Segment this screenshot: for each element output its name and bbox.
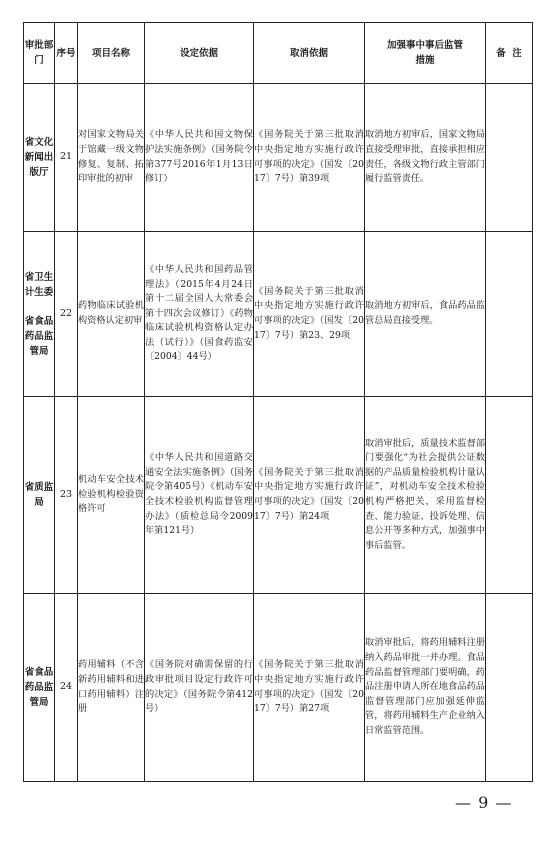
- row-seq: 23: [55, 397, 78, 594]
- table-row: [24, 397, 533, 594]
- row-measures: 取消地方初审后，食品药品监管总局直接受理。: [365, 232, 486, 397]
- row-dept: 省质监局: [24, 397, 55, 594]
- dept-separator: [24, 300, 54, 314]
- table-row: [24, 84, 533, 232]
- row-dept: [24, 232, 55, 397]
- row-cancel: 《国务院关于第三批取消中央指定地方实施行政许可事项的决定》（国发〔2017〕7号）第24项: [254, 397, 365, 594]
- header-seq: 序号: [55, 23, 78, 84]
- row-measures: 取消审批后，将药用辅料注册纳入药品审批一并办理。食品药品监督管理部门要明确，药品注册申请人所在地食品药品监督管理部门应加强延伸监管，将药用辅料生产企业纳入日常监管范围。: [365, 594, 486, 782]
- header-name: 项目名称: [78, 23, 145, 84]
- row-dept-primary: 省卫生计生委: [24, 271, 54, 298]
- row-basis: 《中华人民共和国道路交通安全法实施条例》（国务院令第405号）《机动车安全技术检验机构监督管理办法》（质检总局令2009年第121号）: [145, 397, 254, 594]
- row-seq: 22: [55, 232, 78, 397]
- row-cancel: 《国务院关于第三批取消中央指定地方实施行政许可事项的决定》（国发〔2017〕7号）第27项: [254, 594, 365, 782]
- row-measures: 取消地方初审后，国家文物局直接受理审批，直接承担相应责任，各级文物行政主管部门履行监管责任。: [365, 84, 486, 232]
- row-name: 对国家文物局关于馆藏一级文物修复、复制、拓印审批的初审: [78, 84, 145, 232]
- row-remarks: [486, 84, 533, 232]
- header-row: [24, 23, 533, 84]
- header-basis: 设定依据: [145, 23, 254, 84]
- header-remarks: 备 注: [486, 23, 533, 84]
- row-name: 药用辅料（不含新药用辅料和进口药用辅料）注册: [78, 594, 145, 782]
- row-name: 药物临床试验机构资格认定初审: [78, 232, 145, 397]
- row-seq: 24: [55, 594, 78, 782]
- header-measures: 加强事中事后监管措施: [365, 23, 486, 84]
- row-basis: 《国务院对确需保留的行政审批项目设定行政许可的决定》（国务院令第412号）: [145, 594, 254, 782]
- row-dept: 省食品药品监管局: [24, 594, 55, 782]
- row-seq: 21: [55, 84, 78, 232]
- table-row: [24, 594, 533, 782]
- row-dept-secondary: 省食品药品监管局: [24, 315, 54, 357]
- row-dept: 省文化新闻出版厅: [24, 84, 55, 232]
- row-cancel: 《国务院关于第三批取消中央指定地方实施行政许可事项的决定》（国发〔2017〕7号）第23、29项: [254, 232, 365, 397]
- row-remarks: [486, 594, 533, 782]
- row-basis: 《中华人民共和国药品管理法》（2015年4月24日第十二届全国人大常委会第十四次会议修订）《药物临床试验机构资格认定办法（试行）》（国食药监安〔2004〕44号）: [145, 232, 254, 397]
- table-row: [24, 232, 533, 397]
- page-number: — 9 —: [455, 793, 513, 812]
- row-name: 机动车安全技术检验机构检验资格许可: [78, 397, 145, 594]
- row-cancel: 《国务院关于第三批取消中央指定地方实施行政许可事项的决定》（国发〔2017〕7号）第39项: [254, 84, 365, 232]
- items-table: [23, 22, 533, 782]
- header-dept: 审批部门: [24, 23, 55, 84]
- row-measures: 取消审批后，质量技术监督部门要强化“为社会提供公证数据的产品质量检验机构计量认证”，对机动车安全技术检验机构严格把关，采用监督检查、能力验证、投诉处理、信息公开等多种方式，加强事中事后监管。: [365, 397, 486, 594]
- row-remarks: [486, 397, 533, 594]
- header-cancel: 取消依据: [254, 23, 365, 84]
- row-remarks: [486, 232, 533, 397]
- row-basis: 《中华人民共和国文物保护法实施条例》（国务院令第377号2016年1月13日修订）: [145, 84, 254, 232]
